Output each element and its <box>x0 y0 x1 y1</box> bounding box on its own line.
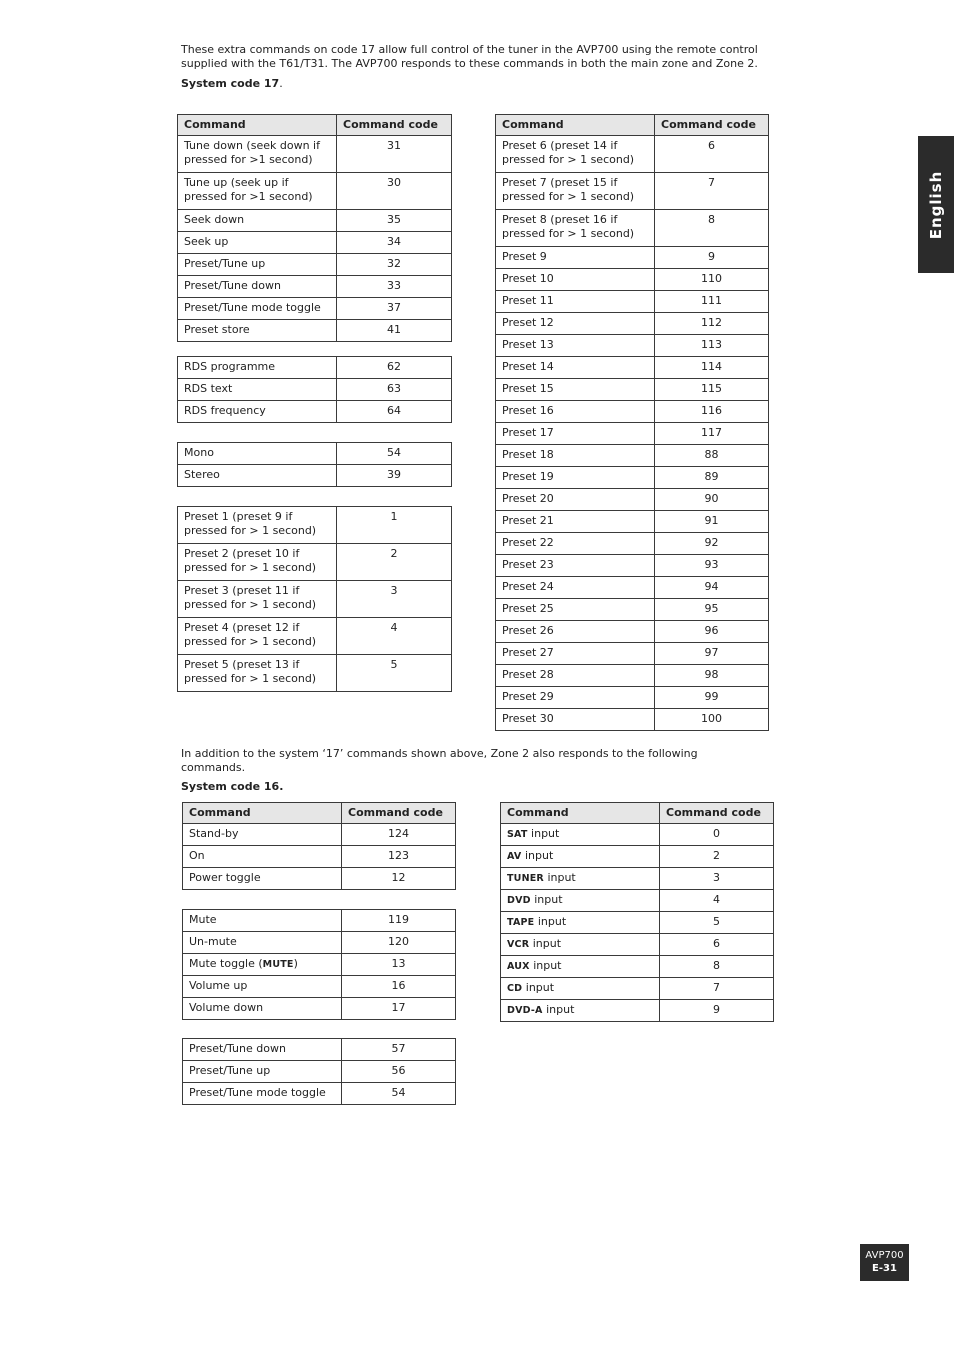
table-row: Preset 7 (preset 15 if pressed for > 1 second) 7 <box>496 173 769 210</box>
table-row: DVD input 4 <box>501 890 774 912</box>
table-row: Preset 9 9 <box>496 247 769 269</box>
code16-inputs-table <box>500 802 774 1022</box>
header-command-code: Command code <box>655 115 769 136</box>
table-row: Mono 54 <box>178 443 452 465</box>
page-number: E-31 <box>872 1263 897 1274</box>
table-row: Preset 8 (preset 16 if pressed for > 1 second) 8 <box>496 210 769 247</box>
table-row: DVD-A input 9 <box>501 1000 774 1022</box>
table-row: Preset 29 99 <box>496 687 769 709</box>
code17-presets-left-table <box>177 506 452 692</box>
table-row: RDS programme 62 <box>178 357 452 379</box>
table-row: TAPE input 5 <box>501 912 774 934</box>
table-row: Preset 1 (preset 9 if pressed for > 1 second) 1 <box>178 507 452 544</box>
table-row: Volume down 17 <box>183 998 456 1020</box>
table-row: Preset 25 95 <box>496 599 769 621</box>
system-code-17-label: System code 17. <box>181 77 283 90</box>
table-row: Preset 18 88 <box>496 445 769 467</box>
table-row: Preset 4 (preset 12 if pressed for > 1 second) 4 <box>178 618 452 655</box>
table-row: Preset 2 (preset 10 if pressed for > 1 second) 2 <box>178 544 452 581</box>
table-row: Preset 14 114 <box>496 357 769 379</box>
table-row: Preset 15 115 <box>496 379 769 401</box>
page-badge <box>860 1244 909 1281</box>
code16-volume-table <box>182 909 456 1020</box>
code17-mono-stereo-table <box>177 442 452 487</box>
table-row: Volume up 16 <box>183 976 456 998</box>
table-row: Preset 19 89 <box>496 467 769 489</box>
table-row: Preset 6 (preset 14 if pressed for > 1 second) 6 <box>496 136 769 173</box>
table-row: Preset 21 91 <box>496 511 769 533</box>
header-command: Command <box>183 803 342 824</box>
header-command: Command <box>501 803 660 824</box>
code17-tuning-table <box>177 114 452 342</box>
table-row: Preset/Tune mode toggle 37 <box>178 298 452 320</box>
code17-presets-right-table <box>495 114 769 731</box>
table-row: AUX input 8 <box>501 956 774 978</box>
table-row: Power toggle 12 <box>183 868 456 890</box>
table-row: Preset 22 92 <box>496 533 769 555</box>
table-row: Un-mute 120 <box>183 932 456 954</box>
code16-tuning-table <box>182 1038 456 1105</box>
system-code-16-label: System code 16. <box>181 780 284 793</box>
header-command: Command <box>178 115 337 136</box>
header-command: Command <box>496 115 655 136</box>
table-row: AV input 2 <box>501 846 774 868</box>
table-row: Preset 3 (preset 11 if pressed for > 1 second) 3 <box>178 581 452 618</box>
table-row: Mute 119 <box>183 910 456 932</box>
table-row: RDS frequency 64 <box>178 401 452 423</box>
table-row: Preset 13 113 <box>496 335 769 357</box>
table-row: Tune up (seek up if pressed for >1 second) 30 <box>178 173 452 210</box>
table-row: CD input 7 <box>501 978 774 1000</box>
table-row: Preset 30 100 <box>496 709 769 731</box>
header-command-code: Command code <box>337 115 452 136</box>
table-row: Preset 5 (preset 13 if pressed for > 1 second) 5 <box>178 655 452 692</box>
table-row: Preset/Tune mode toggle 54 <box>183 1083 456 1105</box>
table-row: Preset 28 98 <box>496 665 769 687</box>
table-row: SAT input 0 <box>501 824 774 846</box>
table-row: Tune down (seek down if pressed for >1 second) 31 <box>178 136 452 173</box>
table-row: Preset store 41 <box>178 320 452 342</box>
table-row: Seek down 35 <box>178 210 452 232</box>
table-row: Preset 26 96 <box>496 621 769 643</box>
table-row: Preset/Tune up 32 <box>178 254 452 276</box>
table-row: Preset/Tune down 33 <box>178 276 452 298</box>
table-row: RDS text 63 <box>178 379 452 401</box>
table-row: Preset 20 90 <box>496 489 769 511</box>
model-name: AVP700 <box>865 1250 904 1261</box>
table-row: On 123 <box>183 846 456 868</box>
table-row: VCR input 6 <box>501 934 774 956</box>
zone2-paragraph: In addition to the system ‘17’ commands shown above, Zone 2 also responds to the following commands. <box>181 747 698 774</box>
header-command-code: Command code <box>342 803 456 824</box>
table-row: Preset 17 117 <box>496 423 769 445</box>
table-row: Preset 24 94 <box>496 577 769 599</box>
table-row: Mute toggle (MUTE) 13 <box>183 954 456 976</box>
code16-power-table <box>182 802 456 890</box>
code17-rds-table <box>177 356 452 423</box>
table-row: Preset 16 116 <box>496 401 769 423</box>
table-row: TUNER input 3 <box>501 868 774 890</box>
language-tab-label: English <box>927 170 945 239</box>
table-row: Preset 23 93 <box>496 555 769 577</box>
language-tab <box>918 136 954 273</box>
table-row: Preset/Tune up 56 <box>183 1061 456 1083</box>
table-row: Preset 12 112 <box>496 313 769 335</box>
table-row: Stereo 39 <box>178 465 452 487</box>
table-row: Preset/Tune down 57 <box>183 1039 456 1061</box>
header-command-code: Command code <box>660 803 774 824</box>
intro-paragraph: These extra commands on code 17 allow full control of the tuner in the AVP700 using the remote control supplied with the T61/T31. The AVP700 responds to these commands in both the main zone and Zone 2. <box>181 43 758 70</box>
table-row: Preset 27 97 <box>496 643 769 665</box>
table-row: Preset 10 110 <box>496 269 769 291</box>
table-row: Preset 11 111 <box>496 291 769 313</box>
table-row: Stand-by 124 <box>183 824 456 846</box>
table-row: Seek up 34 <box>178 232 452 254</box>
